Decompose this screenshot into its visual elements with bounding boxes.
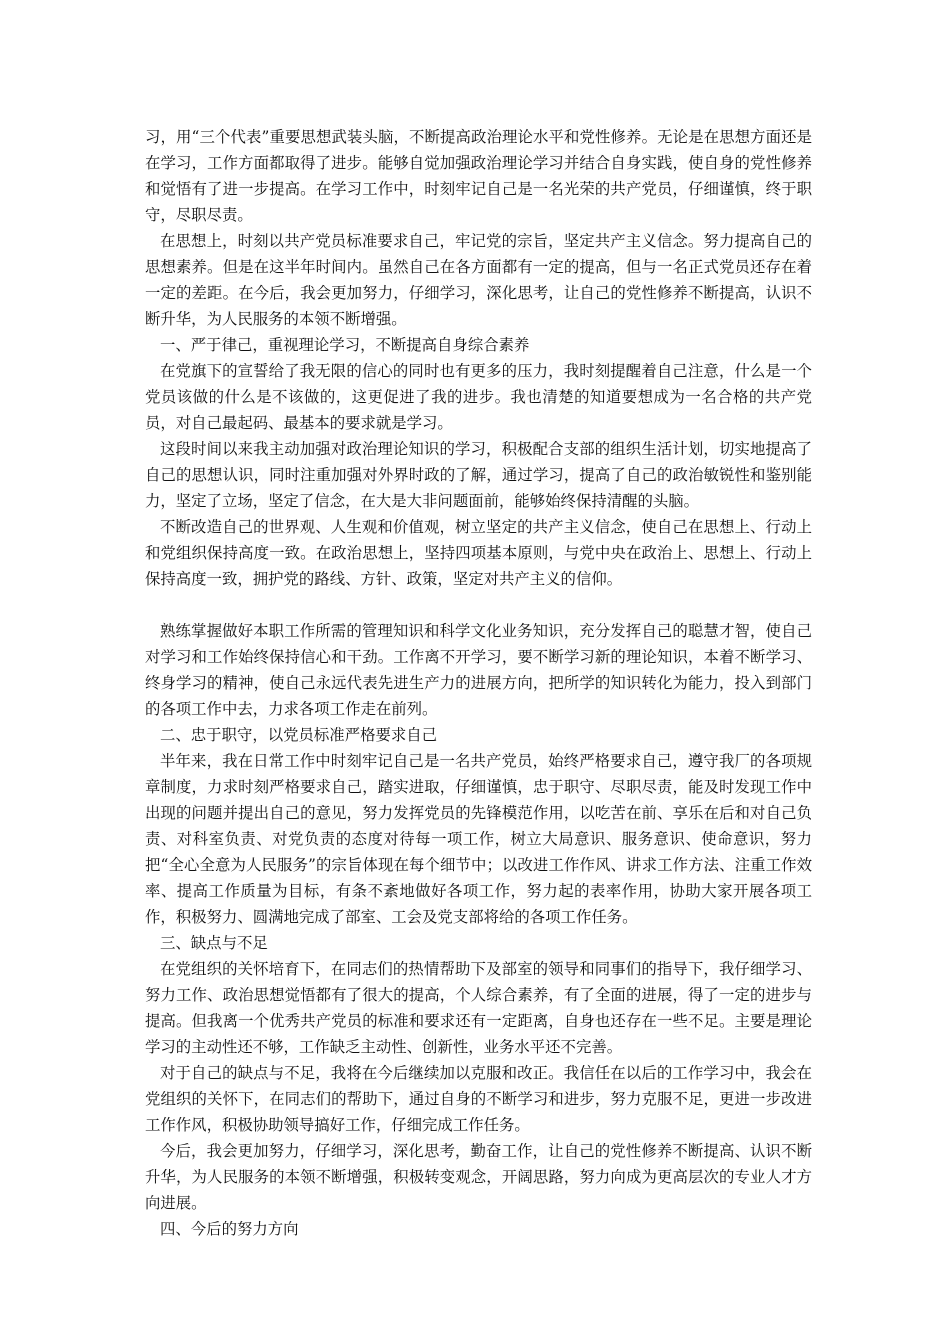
paragraph-future: 今后，我会更加努力，仔细学习，深化思考，勤奋工作，让自己的党性修养不断提高、认识不断升华，为人民服务的本领不断增强，积极转变观念，开阔思路，努力向成为更高层次的专业人才方向进展。	[145, 1142, 812, 1212]
paragraph-oath: 在党旗下的宣誓给了我无限的信心的同时也有更多的压力，我时刻提醒着自己注意，什么是一个党员该做的什么是不该做的，这更促进了我的进步。我也清楚的知道要想成为一名合格的共产党员，对自己最起码、最基本的要求就是学习。	[145, 362, 812, 432]
paragraph-thought: 在思想上，时刻以共产党员标准要求自己，牢记党的宗旨，坚定共产主义信念。努力提高自己的思想素养。但是在这半年时间内。虽然自己在各方面都有一定的提高，但与一名正式党员还存在着一定的差距。在今后，我会更加努力，仔细学习，深化思考，让自己的党性修养不断提高，认识不断升华，为人民服务的本领不断增强。	[145, 232, 812, 328]
section-heading-1: 一、严于律己，重视理论学习，不断提高自身综合素养	[160, 336, 530, 354]
paragraph-study: 这段时间以来我主动加强对政治理论知识的学习，积极配合支部的组织生活计划，切实地提高了自己的思想认识，同时注重加强对外界时政的了解，通过学习，提高了自己的政治敏锐性和鉴别能力，坚定了立场，坚定了信念，在大是大非问题面前，能够始终保持清醒的头脑。	[145, 440, 812, 510]
document-page	[145, 124, 812, 1242]
paragraph-worldview: 不断改造自己的世界观、人生观和价值观，树立坚定的共产主义信念，使自己在思想上、行动上和党组织保持高度一致。在政治思想上，坚持四项基本原则，与党中央在政治上、思想上、行动上保持高度一致，拥护党的路线、方针、政策，坚定对共产主义的信仰。	[145, 518, 812, 588]
section-heading-4: 四、今后的努力方向	[160, 1220, 299, 1238]
section-heading-3: 三、缺点与不足	[160, 934, 268, 952]
paragraph-spacer	[145, 592, 812, 618]
section-heading-2: 二、忠于职守，以党员标准严格要求自己	[160, 726, 438, 744]
paragraph-half-year: 半年来，我在日常工作中时刻牢记自己是一名共产党员，始终严格要求自己，遵守我厂的各项规章制度，力求时刻严格要求自己，踏实进取，仔细谨慎，忠于职守、尽职尽责，能及时发现工作中出现的问题并提出自己的意见，努力发挥党员的先锋模范作用，以吃苦在前、享乐在后和对自己负责、对科室负责、对党负责的态度对待每一项工作，树立大局意识、服务意识、使命意识，努力把“全心全意为人民服务”的宗旨体现在每个细节中；以改进工作作风、讲求工作方法、注重工作效率、提高工作质量为目标，有条不紊地做好各项工作，努力起的表率作用，协助大家开展各项工作，积极努力、圆满地完成了部室、工会及党支部将给的各项工作任务。	[145, 752, 812, 926]
paragraph-shortcomings: 在党组织的关怀培育下，在同志们的热情帮助下及部室的领导和同事们的指导下，我仔细学习、努力工作、政治思想觉悟都有了很大的提高，个人综合素养，有了全面的进展，得了一定的进步与提高。但我离一个优秀共产党员的标准和要求还有一定距离，自身也还存在一些不足。主要是理论学习的主动性还不够，工作缺乏主动性、创新性，业务水平还不完善。	[145, 960, 812, 1056]
paragraph-knowledge: 熟练掌握做好本职工作所需的管理知识和科学文化业务知识，充分发挥自己的聪慧才智，使自己对学习和工作始终保持信心和干劲。工作离不开学习，要不断学习新的理论知识，本着不断学习、终身学习的精神，使自己永远代表先进生产力的进展方向，把所学的知识转化为能力，投入到部门的各项工作中去，力求各项工作走在前列。	[145, 622, 812, 718]
paragraph-improvement: 对于自己的缺点与不足，我将在今后继续加以克服和改正。我信任在以后的工作学习中，我会在党组织的关怀下，在同志们的帮助下，通过自身的不断学习和进步，努力克服不足，更进一步改进工作作风，积极协助领导搞好工作，仔细完成工作任务。	[145, 1064, 812, 1134]
paragraph-intro: 习，用“三个代表”重要思想武装头脑，不断提高政治理论水平和党性修养。无论是在思想方面还是在学习，工作方面都取得了进步。能够自觉加强政治理论学习并结合自身实践，使自身的党性修养和觉悟有了进一步提高。在学习工作中，时刻牢记自己是一名光荣的共产党员，仔细谨慎，终于职守，尽职尽责。	[145, 128, 812, 224]
